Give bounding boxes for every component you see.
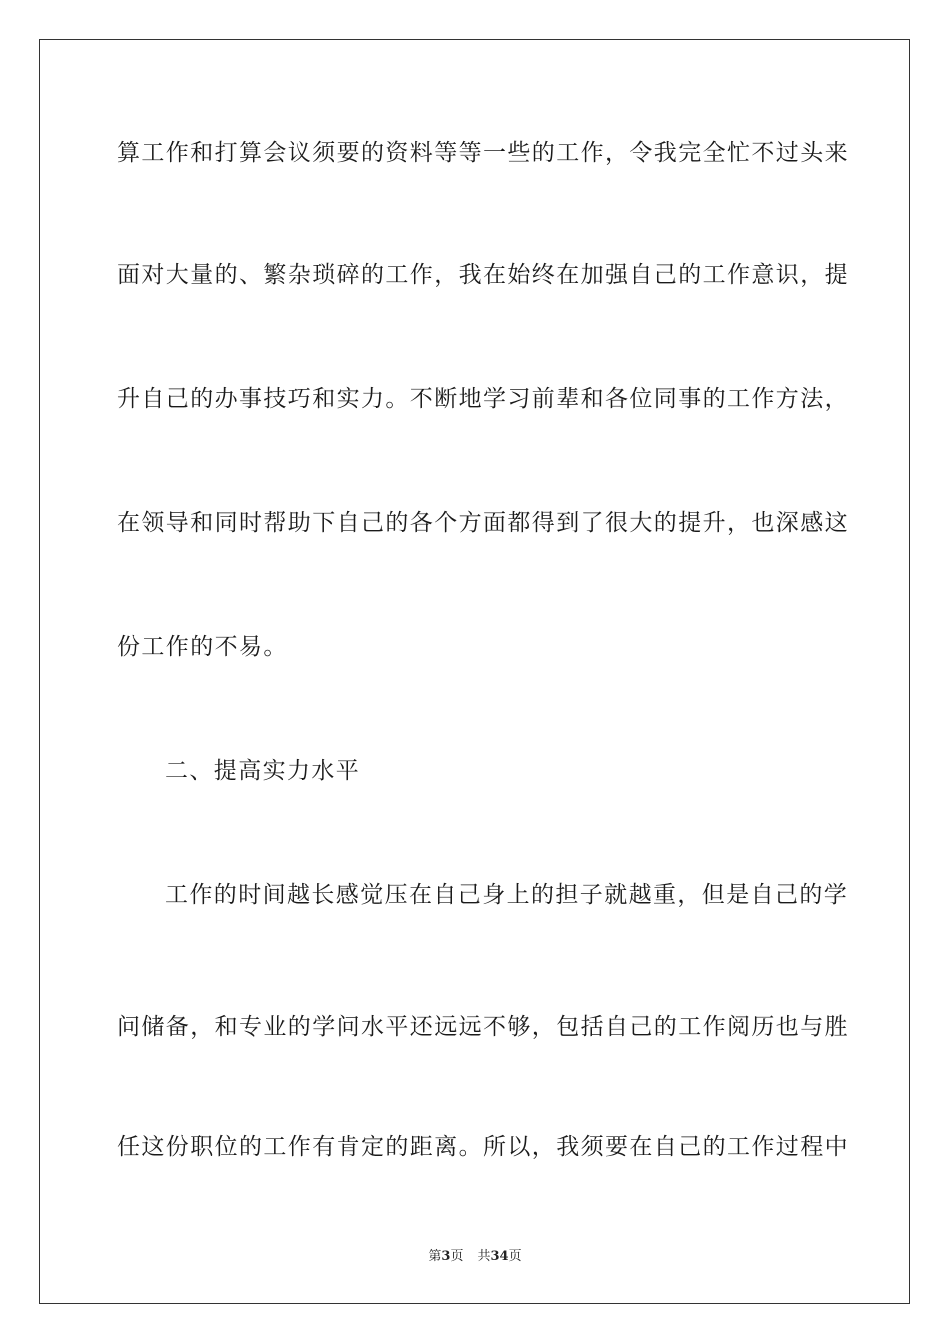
page-prefix: 第 [428,1249,442,1264]
page-border [39,39,910,1304]
body-text-line: 算工作和打算会议须要的资料等等一些的工作，令我完全忙不过头来 [117,140,849,166]
page-suffix: 页 [450,1249,464,1264]
body-text-line: 面对大量的、繁杂琐碎的工作，我在始终在加强自己的工作意识，提 [117,262,849,288]
section-heading: 二、提高实力水平 [165,758,361,784]
body-text-line: 份工作的不易。 [117,634,288,660]
total-pages: 34 [490,1249,509,1264]
body-text-line: 任这份职位的工作有肯定的距离。所以，我须要在自己的工作过程中 [117,1134,849,1160]
page-number: 3 [441,1249,451,1264]
body-text-line: 升自己的办事技巧和实力。不断地学习前辈和各位同事的工作方法， [117,386,849,412]
body-text-line: 问储备，和专业的学问水平还远远不够，包括自己的工作阅历也与胜 [117,1014,849,1040]
body-text-line: 在领导和同时帮助下自己的各个方面都得到了很大的提升，也深感这 [117,510,849,536]
page-footer [0,1248,950,1266]
body-text-line: 工作的时间越长感觉压在自己身上的担子就越重，但是自己的学 [165,882,849,908]
total-prefix: 共 [477,1249,491,1264]
total-suffix: 页 [508,1249,522,1264]
